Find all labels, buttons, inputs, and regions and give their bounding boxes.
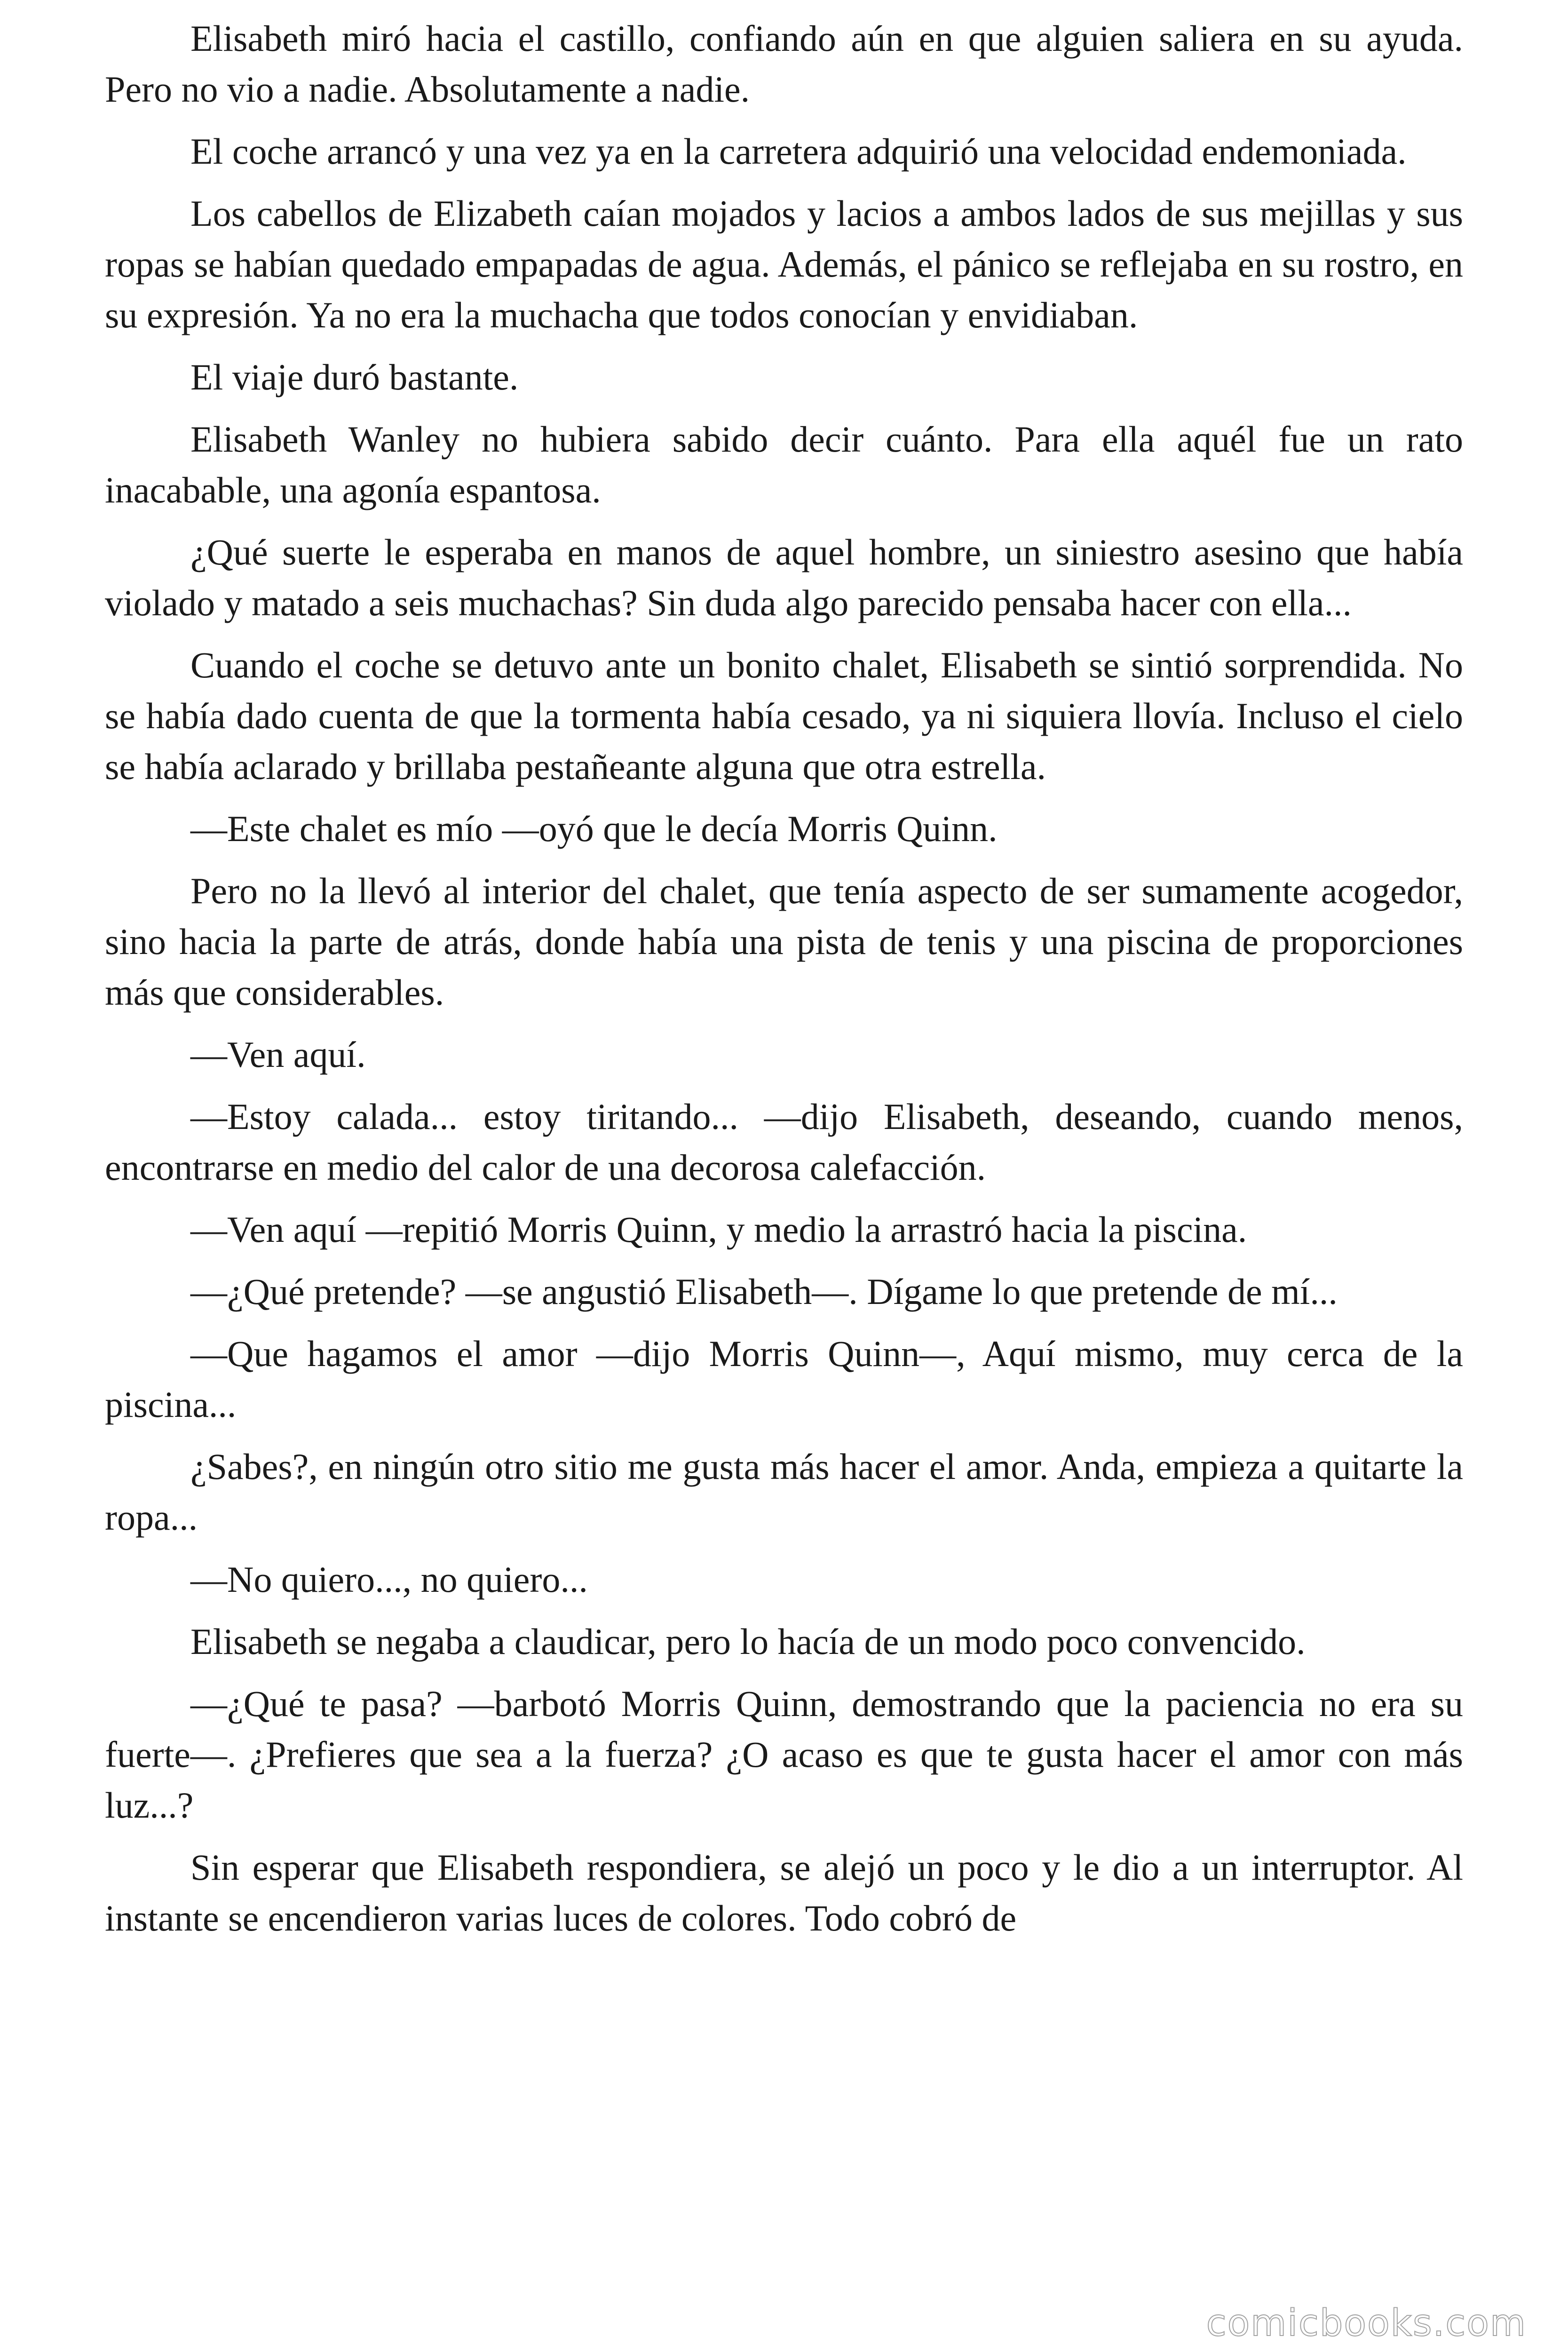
paragraph-7: Cuando el coche se detuvo ante un bonito chalet, Elisabeth se sintió sorprendida. No se había dado cuenta de que la tormenta había cesado, ya ni siquiera llovía. Incluso el cielo se había aclarado y brillaba pestañeante alguna que otra estrella. (105, 644, 1463, 787)
paragraph-9: Pero no la llevó al interior del chalet, que tenía aspecto de ser sumamente acogedor, sino hacia la parte de atrás, donde había una pista de tenis y una piscina de proporciones más que considerables. (105, 870, 1463, 1013)
paragraph-1: Elisabeth miró hacia el castillo, confiando aún en que alguien saliera en su ayuda. Pero no vio a nadie. Absolutamente a nadie. (105, 18, 1463, 110)
paragraph-18: —¿Qué te pasa? —barbotó Morris Quinn, demostrando que la paciencia no era su fuerte—. ¿Prefieres que sea a la fuerza? ¿O acaso es que te gusta hacer el amor con más luz...? (105, 1683, 1463, 1826)
paragraph-5: Elisabeth Wanley no hubiera sabido decir cuánto. Para ella aquél fue un rato inacabable, una agonía espantosa. (105, 419, 1463, 510)
paragraph-16: —No quiero..., no quiero... (190, 1559, 588, 1600)
paragraph-4: El viaje duró bastante. (190, 357, 519, 397)
paragraph-13: —¿Qué pretende? —se angustió Elisabeth—. Dígame lo que pretende de mí... (190, 1271, 1338, 1312)
paragraph-3: Los cabellos de Elizabeth caían mojados y lacios a ambos lados de sus mejillas y sus ropas se habían quedado empapadas de agua. Además, el pánico se reflejaba en su rostro, en su expresión. Ya no era la muchacha que todos conocían y envidiaban. (105, 193, 1463, 335)
paragraph-11: —Estoy calada... estoy tiritando... —dijo Elisabeth, deseando, cuando menos, encontrarse en medio del calor de una decorosa calefacción. (105, 1096, 1463, 1188)
paragraph-14: —Que hagamos el amor —dijo Morris Quinn—, Aquí mismo, muy cerca de la piscina... (105, 1333, 1463, 1425)
paragraph-19: Sin esperar que Elisabeth respondiera, se alejó un poco y le dio a un interruptor. Al instante se encendieron varias luces de colores. Todo cobró de (105, 1847, 1463, 1939)
paragraph-2: El coche arrancó y una vez ya en la carretera adquirió una velocidad endemoniada. (190, 131, 1407, 172)
paragraph-17: Elisabeth se negaba a claudicar, pero lo hacía de un modo poco convencido. (190, 1621, 1306, 1662)
watermark: comicbooks.com (1206, 2302, 1527, 2344)
paragraph-15: ¿Sabes?, en ningún otro sitio me gusta más hacer el amor. Anda, empieza a quitarte la ropa... (105, 1446, 1463, 1538)
paragraph-10: —Ven aquí. (190, 1034, 366, 1075)
paragraph-12: —Ven aquí —repitió Morris Quinn, y medio la arrastró hacia la piscina. (190, 1209, 1247, 1250)
paragraph-6: ¿Qué suerte le esperaba en manos de aquel hombre, un siniestro asesino que había violado y matado a seis muchachas? Sin duda algo parecido pensaba hacer con ella... (105, 532, 1463, 623)
paragraph-8: —Este chalet es mío —oyó que le decía Morris Quinn. (190, 808, 998, 849)
page-body (105, 13, 1463, 1955)
